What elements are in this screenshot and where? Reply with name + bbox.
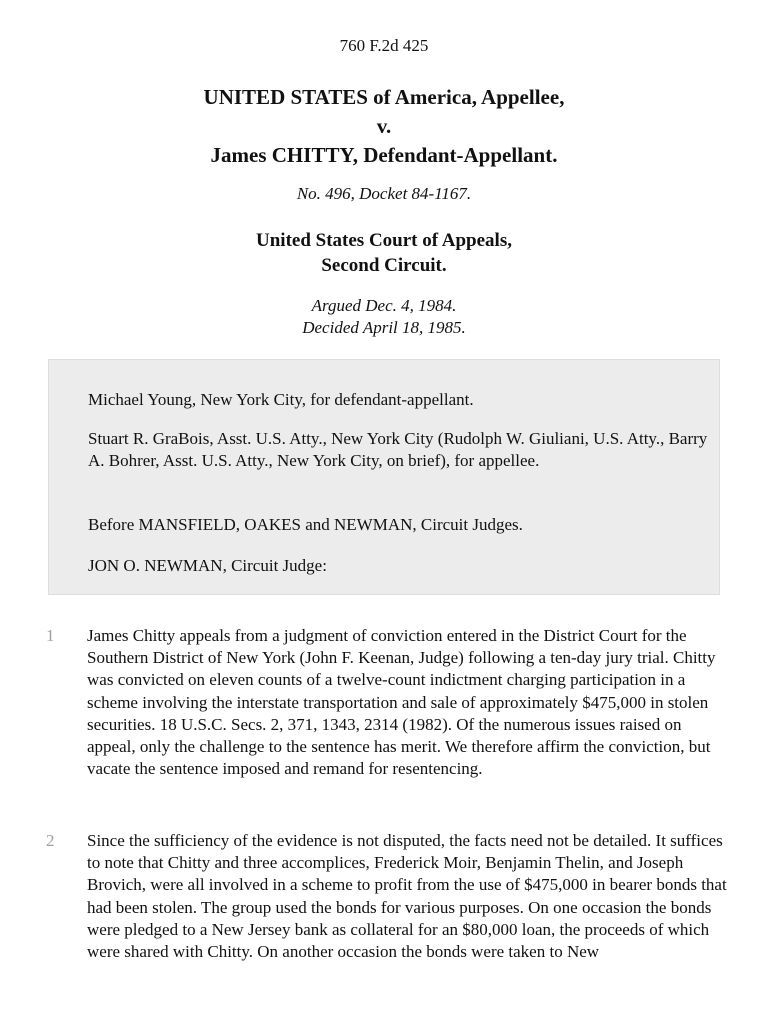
judges-panel: Before MANSFIELD, OAKES and NEWMAN, Circuit Judges. — [88, 515, 523, 534]
court-name — [0, 228, 768, 278]
paragraph-text: Since the sufficiency of the evidence is not disputed, the facts need not be detailed. It suffices to note that Chitty and three accomplices, Frederick Moir, Benjamin Thelin, and Joseph Brovich, were all involved in a scheme to profit from the use of $475,000 in bearer bonds that had been stolen. The group used the bonds for various purposes. On one occasion the bonds were pledged to a New Jersey bank as collateral for an $80,000 loan, the proceeds of which were shared with Chitty. On another occasion the bonds were taken to New — [87, 831, 727, 962]
docket-number: No. 496, Docket 84-1167. — [296, 184, 472, 203]
case-citation: 760 F.2d 425 — [339, 36, 429, 55]
caption-versus: v. — [376, 114, 392, 138]
counsel-box — [48, 359, 720, 595]
caption-appellee: UNITED STATES of America, Appellee, — [203, 85, 565, 109]
opinion-author: JON O. NEWMAN, Circuit Judge: — [88, 556, 327, 575]
court-name-line1: United States Court of Appeals, — [256, 230, 512, 251]
paragraph-text: James Chitty appeals from a judgment of conviction entered in the District Court for the Southern District of New York (John F. Keenan, Judge) following a ten-day jury trial. Chitty was convicted on eleven counts of a twelve-count indictment charging participation in a scheme involving the interstate transportation and sale of approximately $475,000 in stolen securities. 18 U.S.C. Secs. 2, 371, 1343, 2314 (1982). Of the numerous issues raised on appeal, only the challenge to the sentence has merit. We therefore affirm the conviction, but vacate the sentence imposed and remand for resentencing. — [87, 626, 716, 779]
caption-appellant: James CHITTY, Defendant-Appellant. — [210, 143, 558, 167]
case-caption — [0, 83, 768, 170]
argued-date: Argued Dec. 4, 1984. — [311, 296, 457, 315]
decision-dates — [0, 295, 768, 339]
appellant-counsel: Michael Young, New York City, for defendant-appellant. — [88, 390, 474, 409]
paragraph-number: 1 — [46, 626, 55, 645]
appellee-counsel: Stuart R. GraBois, Asst. U.S. Atty., New York City (Rudolph W. Giuliani, U.S. Atty., Barry A. Bohrer, Asst. U.S. Atty., New York City, on brief), for appellee. — [88, 429, 708, 470]
paragraph-number: 2 — [46, 831, 55, 850]
decided-date: Decided April 18, 1985. — [302, 318, 466, 337]
court-name-line2: Second Circuit. — [321, 255, 447, 276]
